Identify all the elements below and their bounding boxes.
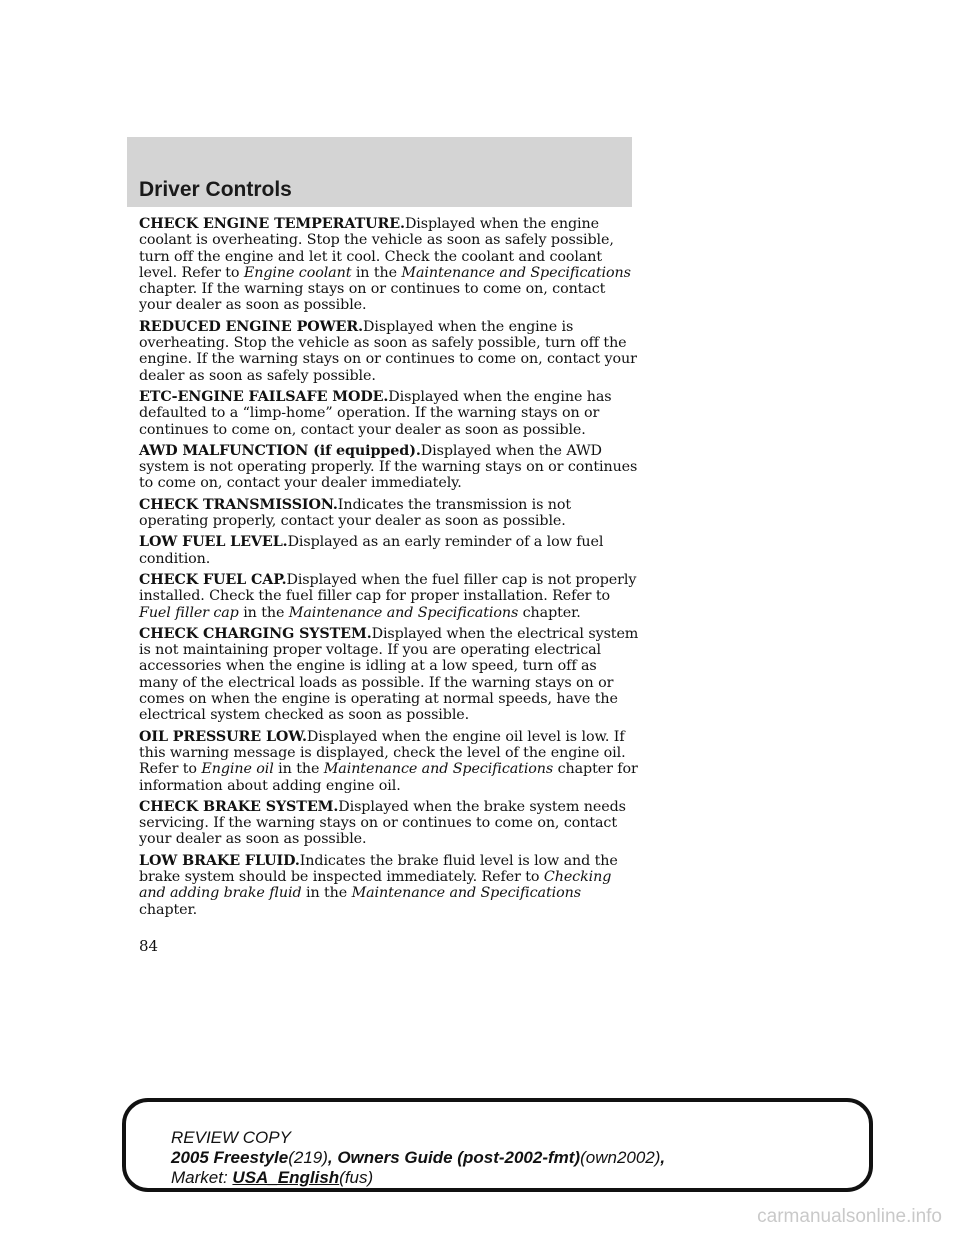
site-watermark: carmanualsonline.info: [757, 1206, 942, 1227]
warning-title: CHECK BRAKE SYSTEM.: [139, 798, 339, 815]
warning-entry: [139, 572, 639, 621]
review-guide-line: [171, 1148, 665, 1168]
market-value: USA_English: [232, 1168, 340, 1187]
market-code: (fus): [339, 1168, 374, 1187]
warning-entry: [139, 729, 639, 794]
warning-title: ETC-ENGINE FAILSAFE MODE.: [139, 388, 389, 405]
warning-description: in the: [243, 604, 285, 621]
chapter-reference: Engine coolant: [243, 264, 352, 281]
warning-description: chapter for information about adding engine oil.: [139, 761, 638, 794]
warning-description: Displayed when the engine coolant is overheating. Stop the vehicle as soon as safely possible, turn off the engine and let it cool. Check the coolant and coolant level. Refer to: [139, 216, 614, 281]
chapter-reference: Checking and adding brake fluid: [139, 868, 612, 902]
warning-description: Indicates the transmission is not operating properly, contact your dealer as soon as possible.: [139, 496, 572, 530]
warning-description: Displayed as an early reminder of a low fuel condition.: [139, 534, 604, 567]
warning-description: Displayed when the brake system needs servicing. If the warning stays on or continues to come on, contact your dealer as soon as possible.: [139, 798, 626, 848]
chapter-reference: Maintenance and Specifications: [323, 761, 554, 778]
warning-description: Displayed when the engine oil level is low. If this warning message is displayed, check the level of the engine oil. Refer to: [139, 728, 626, 778]
warning-title: OIL PRESSURE LOW.: [139, 728, 307, 745]
market-label: Market:: [171, 1168, 228, 1187]
vehicle-code: (219): [288, 1148, 328, 1167]
warning-title: AWD MALFUNCTION (if equipped).: [139, 442, 421, 459]
warning-title: CHECK CHARGING SYSTEM.: [139, 625, 372, 642]
guide-name: , Owners Guide (post-2002-fmt): [327, 1148, 581, 1167]
guide-code: (own2002): [580, 1148, 661, 1167]
warning-entry: [139, 534, 639, 567]
warning-description: Displayed when the electrical system is not maintaining proper voltage. If you are operating electrical accessories when the engine is idling at a low speed, turn off as many of the electrical loads as possible. If the warning stays on or comes on when the engine is operating at normal speeds, have the electrical system checked as soon as possible.: [139, 625, 639, 724]
warning-description: Indicates the brake fluid level is low and the brake system should be inspected immediately. Refer to: [139, 852, 618, 885]
warning-entry: [139, 319, 639, 384]
chapter-reference: Maintenance and Specifications: [351, 885, 581, 902]
warning-entry: [139, 497, 639, 530]
warning-description: in the: [278, 761, 320, 778]
chapter-reference: Maintenance and Specifications: [288, 604, 519, 621]
warning-entry: [139, 799, 639, 848]
chapter-reference: Fuel filler cap: [139, 604, 239, 621]
page-number: 84: [139, 937, 159, 955]
warning-messages-list: [139, 216, 639, 923]
warning-description: in the: [355, 264, 397, 281]
warning-entry: [139, 853, 639, 918]
warning-description: Displayed when the AWD system is not operating properly. If the warning stays on or continues to come on, contact your dealer immediately.: [139, 442, 638, 492]
guide-comma: ,: [660, 1148, 666, 1167]
section-header-band: [127, 137, 632, 207]
warning-description: chapter. If the warning stays on or continues to come on, contact your dealer as soon as possible.: [139, 281, 606, 314]
warning-description: Displayed when the engine has defaulted to a “limp-home” operation. If the warning stays on or continues to come on, contact your dealer as soon as possible.: [139, 388, 612, 438]
review-copy-label: REVIEW COPY: [171, 1128, 291, 1147]
warning-description: Displayed when the engine is overheating. Stop the vehicle as soon as safely possible, turn off the engine. If the warning stays on or continues to come on, contact your dealer as soon as safely possible.: [139, 318, 637, 384]
warning-description: chapter.: [139, 901, 198, 918]
warning-title: REDUCED ENGINE POWER.: [139, 318, 364, 335]
warning-description: Displayed when the fuel filler cap is not properly installed. Check the fuel filler cap for proper installation. Refer to: [139, 571, 637, 605]
chapter-reference: Maintenance and Specifications: [401, 264, 631, 281]
vehicle-name: 2005 Freestyle: [171, 1148, 289, 1167]
warning-entry: [139, 443, 639, 492]
review-copy-text: [171, 1128, 665, 1188]
warning-title: CHECK TRANSMISSION.: [139, 496, 338, 513]
warning-title: LOW BRAKE FLUID.: [139, 852, 300, 869]
warning-description: in the: [305, 885, 348, 902]
warning-title: LOW FUEL LEVEL.: [139, 534, 288, 551]
review-copy-box: [122, 1098, 873, 1192]
review-market-line: [171, 1168, 665, 1188]
warning-entry: [139, 216, 639, 314]
warning-title: CHECK ENGINE TEMPERATURE.: [139, 216, 405, 232]
warning-entry: [139, 626, 639, 724]
chapter-reference: Engine oil: [201, 761, 274, 778]
warning-entry: [139, 389, 639, 438]
section-title: Driver Controls: [139, 178, 292, 201]
warning-description: chapter.: [522, 604, 581, 621]
warning-title: CHECK FUEL CAP.: [139, 571, 287, 588]
